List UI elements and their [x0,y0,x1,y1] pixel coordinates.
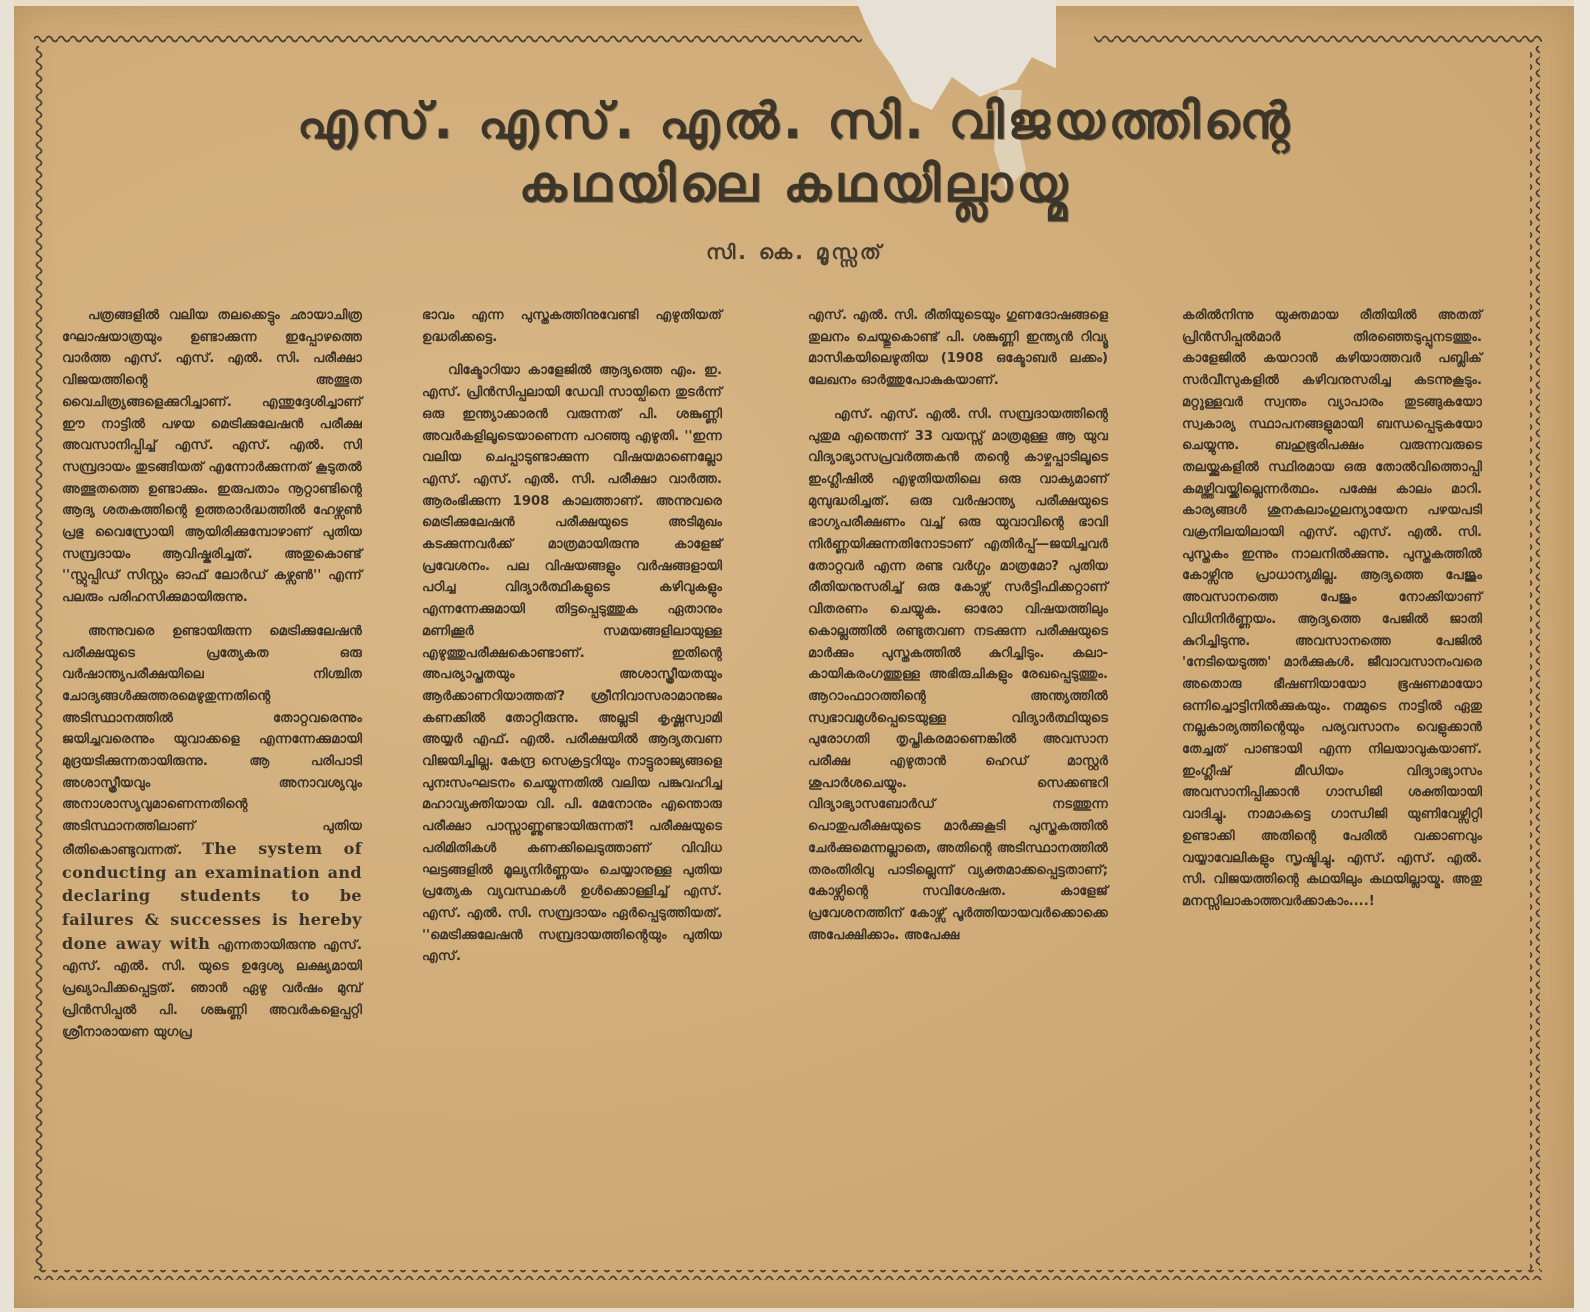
article-column-4 [1182,305,1482,925]
english-quote: The system of conducting an examination and declaring students to be failures & successes is hereby done away with [62,838,362,953]
headline-line-2: കഥയിലെ കഥയില്ലായ്മ [518,155,1072,213]
article-column-3 [808,305,1108,958]
paragraph-text: എന്നതായിരുന്നു എസ്. എസ്. എൽ. സി. യുടെ ഉദ്ദേശ്യ ലക്ഷ്യമായി പ്രഖ്യാപിക്കപ്പെട്ടത്. ഞാൻ ഏഴു വർഷം മുമ്പ് പ്രിൻസിപ്പൽ പി. ശങ്കുണ്ണി അവർകളെപ്പറ്റി ശ്രീനാരായണ യുഗപ്ര [62,937,363,1040]
article-column-2 [422,305,722,980]
headline-line-1: എസ്. എസ്. എൽ. സി. വിജയത്തിന്റെ [296,92,1294,150]
paragraph: എസ്. എസ്. എൽ. സി. സമ്പ്രദായത്തിന്റെ പുതുമ എന്തെന്ന് 33 വയസ്സ് മാത്രമുള്ള ആ യുവ വിദ്യാഭ്യാസപ്രവർത്തകൻ തന്റെ കാഴ്ചപ്പാടിലൂടെ ഇംഗ്ലീഷിൽ എഴുതിയതിലെ ഒരു വാക്യമാണ് മുമ്പുദ്ധരിച്ചത്. ഒരു വർഷാന്ത്യ പരീക്ഷയുടെ ഭാഗ്യപരീക്ഷണം വച്ച് ഒരു യുവാവിന്റെ ഭാവി നിർണ്ണയിക്കുന്നതിനോടാണ് എതിർപ്പ്—ജയിച്ചവർ തോറ്റവർ എന്ന രണ്ട വർഗ്ഗം മാത്രമോ? പുതിയ രീതിയനുസരിച്ച് ഒരു കോഴ്സ് സർട്ടിഫിക്കറ്റാണ് വിതരണം ചെയ്യുക. ഓരോ വിഷയത്തിലും കൊല്ലത്തിൽ രണ്ടുതവണ നടക്കുന്ന പരീക്ഷയുടെ മാർക്കും പുസ്തകത്തിൽ കുറിച്ചിടും. കലാ-കായികരംഗത്തുള്ള അഭിരുചികളും രേഖപ്പെടുത്തും. ആറാംഫാറത്തിന്റെ അന്ത്യത്തിൽ സ്വഭാവമുൾപ്പെടെയുള്ള വിദ്യാർത്ഥിയുടെ പുരോഗതി തൃപ്തികരമാണെങ്കിൽ അവസാന പരീക്ഷ എഴുതാൻ ഹെഡ് മാസ്റ്റർ ശുപാർശചെയ്യും. സെക്കണ്ടറി വിദ്യാഭ്യാസബോർഡ് നടത്തുന്ന പൊതുപരീക്ഷയുടെ മാർക്കുകൂടി പുസ്തകത്തിൽ ചേർക്കുമെന്നല്ലാതെ, അതിന്റെ അടിസ്ഥാനത്തിൽ തരംതിരിവു പാടില്ലെന്ന് വ്യക്തമാക്കപ്പെട്ടതാണ്; കോഴ്സിന്റെ സവിശേഷത. കാളേജ് പ്രവേശനത്തിന് കോഴ്സ് പൂർത്തിയായവർക്കൊക്കെ അപേക്ഷിക്കാം. അപേക്ഷ [808,406,1108,943]
paragraph: കരിൽനിന്നു യുക്തമായ രീതിയിൽ അതത് പ്രിൻസിപ്പൽമാർ തിരഞ്ഞെടുപ്പുനടത്തും. കാളേജിൽ കയറാൻ കഴിയാത്തവർ പബ്ലിക് സർവീസുകളിൽ കഴിവനുസരിച്ച കടന്നുകൂടും. മറ്റുള്ളവർ സ്വന്തം വ്യാപാരം തുടങ്ങുകയോ സ്വകാര്യ സ്ഥാപനങ്ങളുമായി ബന്ധപ്പെടുകയോ ചെയ്യുന്നു. ബഹുഭൂരിപക്ഷം വരുന്നവരുടെ തലയ്ക്കുകളിൽ സ്ഥിരമായ ഒരു തോൽവിത്തൊപ്പി കമഴ്ത്തിവയ്ക്കില്ലെന്നർത്ഥം. പക്ഷേ കാലം മാറി. കാര്യങ്ങൾ ശുനകലാംഗുലന്യായേന പഴയപടി വക്രനിലയിലായി എസ്. എസ്. എൽ. സി. പുസ്തകം ഇന്നും നാലനിൽക്കുന്നു. പുസ്തകത്തിൽ കോഴ്സിനു പ്രാധാന്യമില്ല. ആദ്യത്തെ പേജും അവസാനത്തെ പേജും നോക്കിയാണ് വിധിനിർണ്ണയം. ആദ്യത്തെ പേജിൽ ജാതി കുറിച്ചിടുന്നു. അവസാനത്തെ പേജിൽ 'നേടിയെടുത്ത' മാർക്കുകൾ. ജീവാവസാനംവരെ അതൊരു ഭീഷണിയായോ ഭൂഷണമായോ ഒന്നിച്ചൊട്ടിനിൽക്കുകയും. നമ്മുടെ നാട്ടിൽ ഏതു നല്ലകാര്യത്തിന്റെയും പര്യവസാനം വെളുക്കാൻ തേച്ചത് പാണ്ടായി എന്ന നിലയാവുകയാണ്. ഇംഗ്ലീഷ് മീഡിയം വിദ്യാഭ്യാസം അവസാനിപ്പിക്കാൻ ഗാന്ധിജി ശക്തിയായി വാദിച്ചു. നാമാകട്ടെ ഗാന്ധിജി യുണിവേഴ്സിറ്റി ഉണ്ടാക്കി അതിന്റെ പേരിൽ വക്കാണവും വയ്യാവേലികളും സൃഷ്ടിച്ചു. എസ്. എസ്. എൽ. സി. വിജയത്തിന്റെ കഥയിലും കഥയില്ലായ്മ. അതു മനസ്സിലാകാത്തവർക്കാകാം....! [1182,308,1482,909]
paragraph: ഭാവം എന്ന പുസ്തകത്തിനുവേണ്ടി എഴുതിയത് ഉദ്ധരിക്കട്ടെ. [422,308,722,345]
paragraph [62,621,362,1043]
author-byline: സി. കെ. മൂസ്സത് [706,240,884,264]
paragraph: പത്രങ്ങളിൽ വലിയ തലക്കെട്ടും ഛായാചിത്ര ഘോഷയാത്രയും ഉണ്ടാക്കുന്ന ഇപ്പോഴത്തെ വാർത്ത എസ്. എസ്. എൽ. സി. പരീക്ഷാ വിജയത്തിന്റെ അത്ഭുത വൈചിത്ര്യങ്ങളെക്കുറിച്ചാണ്. എന്തുദ്ദേശിച്ചാണ് ഈ നാട്ടിൽ പഴയ മെട്രിക്കുലേഷൻ പരീക്ഷ അവസാനിപ്പിച്ച് എസ്. എസ്. എൽ. സി സമ്പ്രദായം തുടങ്ങിയത് എന്നോർക്കുന്നത് കൂടുതൽ അത്ഭുതത്തെ ഉണ്ടാക്കും. ഇരുപതാം നൂറ്റാണ്ടിന്റെ ആദ്യ ശതകത്തിന്റെ ഉത്തരാർദ്ധത്തിൽ ഹേഴ്സൺ പ്രഭു വൈസ്രോയി ആയിരിക്കുമ്പോഴാണ് പുതിയ സമ്പ്രദായം ആവിഷ്കരിച്ചത്. അതുകൊണ്ട് ''സ്റ്റുപ്പിഡ് സിസ്റ്റം ഓഫ് ലോർഡ് കഴ്സൺ'' എന്ന് പലരും പരിഹസിക്കുമായിരുന്നു. [62,308,362,606]
paragraph: എസ്. എൽ. സി. രീതിയുടെയും ഗുണദോഷങ്ങളെ തുലനം ചെയ്തുകൊണ്ട് പി. ശങ്കുണ്ണി ഇന്ത്യൻ റിവ്യൂ മാസികയിലെഴുതിയ (1908 ഒക്ടോബർ ലക്കം) ലേഖനം ഓർത്തുപോകുകയാണ്. [808,308,1108,389]
paragraph: വിക്ടോറിയാ കാളേജിൽ ആദ്യത്തെ എം. ഇ. എസ്. പ്രിൻസിപ്പലായി ഡേവി സായ്പിനെ തുടർന്ന് ഒരു ഇന്ത്യാക്കാരൻ വരുന്നത് പി. ശങ്കുണ്ണി അവർകളിലൂടെയാണെന്ന പറഞ്ഞു എഴുതി. ''ഇന്ന വലിയ ചെപ്പാടുണ്ടാക്കുന്ന വിഷയമാണെല്ലോ എസ്. എസ്. എൽ. സി. പരീക്ഷാ വാർത്ത. ആരംഭിക്കുന്ന 1908 കാലത്താണ്. അന്നുവരെ മെട്രിക്കുലേഷൻ പരീക്ഷയുടെ അടിമുഖം കടക്കുന്നവർക്ക് മാത്രമായിരുന്നു കാളേജ് പ്രവേശനം. പല വിഷയങ്ങളും വർഷങ്ങളായി പഠിച്ച വിദ്യാർത്ഥികളുടെ കഴിവുകളും എന്നന്നേക്കുമായി തിട്ടപ്പെടുത്തുക ഏതാനും മണിക്കൂർ സമയങ്ങളിലായുള്ള എഴുത്തുപരീക്ഷകൊണ്ടാണ്. ഇതിന്റെ അപര്യാപ്തതയും അശാസ്ത്രീയതയും ആർക്കാണറിയാത്തത്? ശ്രീനിവാസരാമാനുജം കണക്കിൽ തോറ്റിരുന്നു. അല്ലടി കൃഷ്ണസ്വാമി അയ്യർ എഫ്. എൽ. പരീക്ഷയിൽ ആദ്യതവണ വിജയിച്ചില്ല. കേന്ദ്ര സെക്രട്ടറിയും നാട്ടുരാജ്യങ്ങളെ പുനഃസംഘടനം ചെയ്യുന്നതിൽ വലിയ പങ്കുവഹിച്ച മഹാവ്യക്തിയായ വി. പി. മേനോനും എന്തൊരു പരീക്ഷാ പാസ്സാണ്ണുണ്ടായിരുന്നത്! പരീക്ഷയുടെ പരിമിതികൾ കണക്കിലെടുത്താണ് വിവിധ ഘട്ടങ്ങളിൽ മൂല്യനിർണ്ണയം ചെയ്യാനുള്ള പുതിയ പ്രത്യേക വ്യവസ്ഥകൾ ഉൾക്കൊള്ളിച്ച് എസ്. എസ്. എൽ. സി. സമ്പ്രദായം ഏർപ്പെടുത്തിയത്. ''മെട്രിക്കുലേഷൻ സമ്പ്രദായത്തിന്റെയും പുതിയ എസ്. [422,363,722,965]
paragraph-text: അന്നുവരെ ഉണ്ടായിരുന്ന മെട്രിക്കുലേഷൻ പരീക്ഷയുടെ പ്രത്യേകത ഒരു വർഷാന്ത്യപരീക്ഷയിലെ നിശ്ചിത ചോദ്യങ്ങൾക്കുത്തരമെഴുതുന്നതിന്റെ അടിസ്ഥാനത്തിൽ തോറ്റവരെന്നും ജയിച്ചവരെന്നും യുവാക്കളെ എന്നന്നേക്കുമായി മുദ്രയടിക്കുന്നതായിരുന്നു. ആ പരിപാടി അശാസ്ത്രീയവും അനാവശ്യവും അനാശാസ്യവുമാണെന്നതിന്റെ അടിസ്ഥാനത്തിലാണ് പുതിയ രീതികൊണ്ടുവന്നത്. [62,623,362,858]
article-column-1 [62,305,362,1055]
